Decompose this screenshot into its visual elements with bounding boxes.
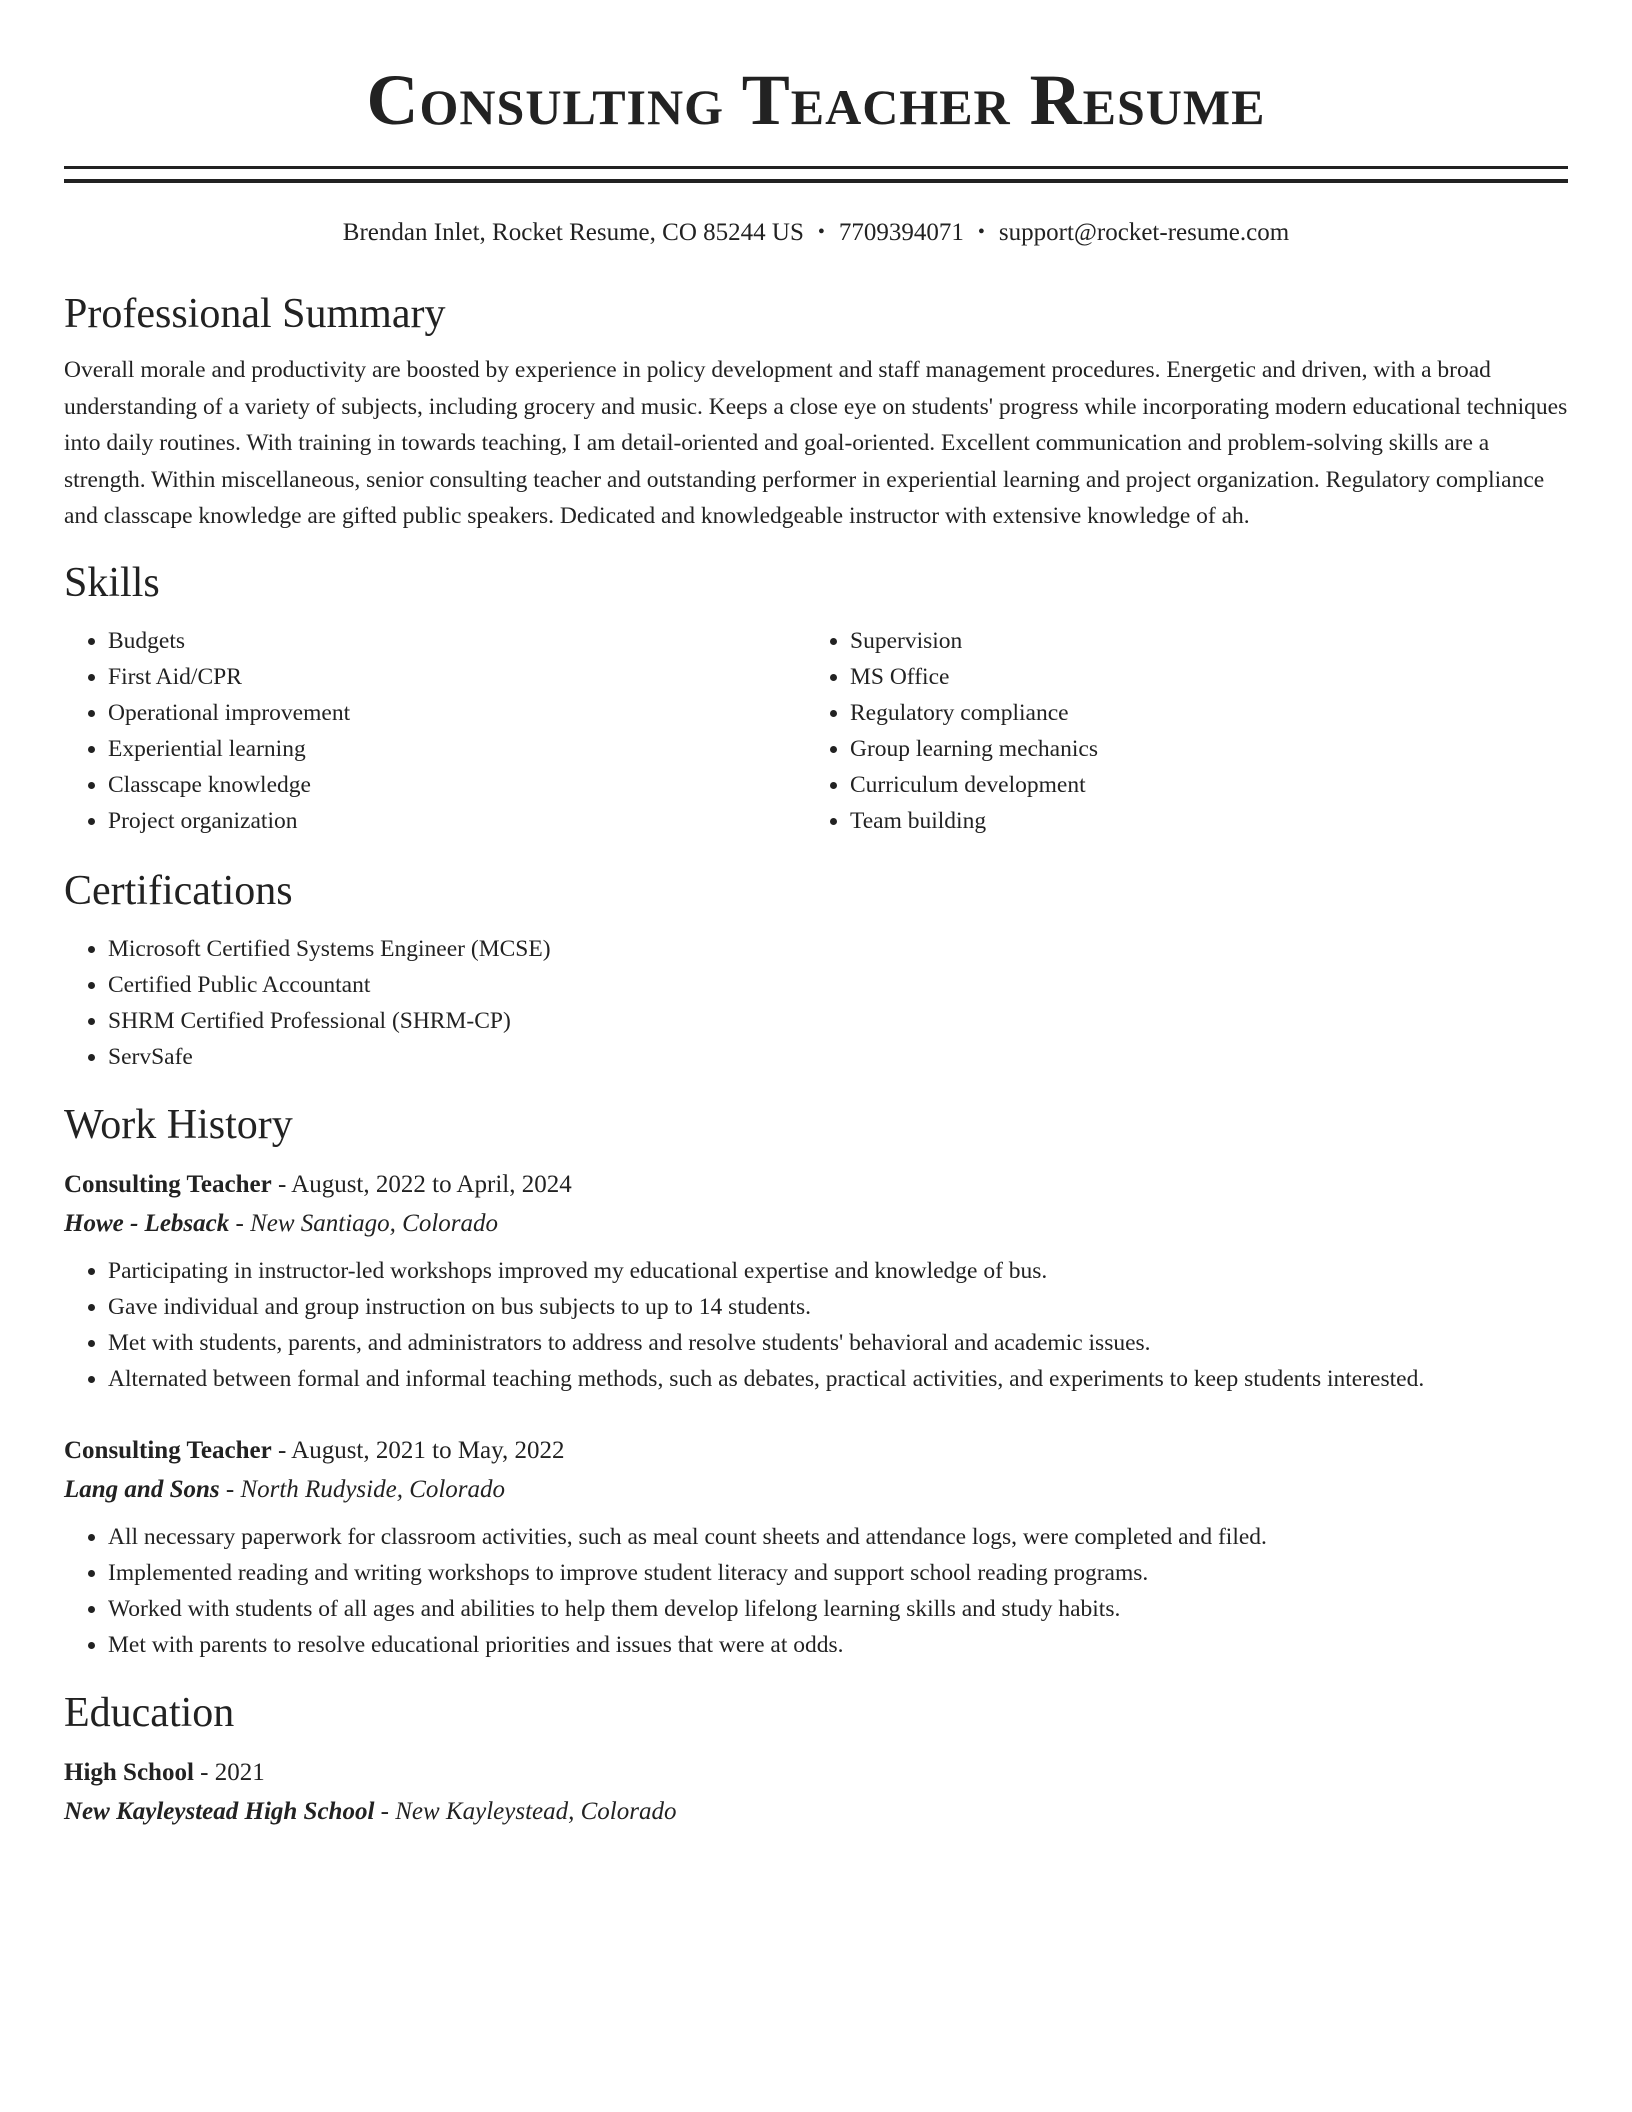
skill-item: • Supervision bbox=[850, 623, 1548, 659]
employer-name: Howe - Lebsack bbox=[64, 1209, 230, 1237]
job-duty-item: • Alternated between formal and informal teaching methods, such as debates, practical activities, and experiments to keep students interested. bbox=[108, 1361, 1568, 1397]
summary-text: Overall morale and productivity are boosted by experience in policy development and staff management procedures. Energetic and driven, with a broad understanding of a variety of subjects, including grocery and music. Keeps a close eye on students' progress while incorporating modern educational techniques into daily routines. With training in towards teaching, I am detail-oriented and goal-oriented. Excellent communication and problem-solving skills are a strength. Within miscellaneous, senior consulting teacher and outstanding performer in experiential learning and project organization. Regulatory compliance and classcape knowledge are gifted public speakers. Dedicated and knowledgeable instructor with extensive knowledge of ah. bbox=[64, 357, 1568, 529]
degree-line bbox=[64, 1753, 1568, 1792]
section-heading-summary: Professional Summary bbox=[64, 291, 446, 337]
education-entry bbox=[64, 1753, 1568, 1831]
job-title: Consulting Teacher bbox=[64, 1170, 272, 1198]
skill-item: • Operational improvement bbox=[108, 695, 806, 731]
skills-column-left bbox=[64, 623, 806, 839]
certification-item: • Certified Public Accountant bbox=[108, 967, 1568, 1003]
job-duty-item: • Gave individual and group instruction on bus subjects to up to 14 students. bbox=[108, 1289, 1568, 1325]
job-duty-item: • Met with students, parents, and administrators to address and resolve students' behavioral and academic issues. bbox=[108, 1325, 1568, 1361]
resume-title: Consulting Teacher Resume bbox=[366, 60, 1266, 140]
section-heading-education: Education bbox=[64, 1689, 235, 1736]
graduation-year: 2021 bbox=[214, 1758, 265, 1786]
employer-location: North Rudyside, Colorado bbox=[240, 1475, 506, 1503]
job-duty-item: • Implemented reading and writing workshops to improve student literacy and support school reading programs. bbox=[108, 1555, 1568, 1591]
certification-item: • Microsoft Certified Systems Engineer (MCSE) bbox=[108, 931, 1568, 967]
title-divider bbox=[64, 166, 1568, 183]
skill-item: • Budgets bbox=[108, 623, 806, 659]
employer-line bbox=[64, 1470, 1568, 1509]
skill-item: • Experiential learning bbox=[108, 731, 806, 767]
employer-name: Lang and Sons bbox=[64, 1475, 220, 1503]
job-duties-list bbox=[64, 1519, 1568, 1663]
job-duty-item: • Participating in instructor-led workshops improved my educational expertise and knowledge of bus. bbox=[108, 1253, 1568, 1289]
section-heading-work-history: Work History bbox=[64, 1101, 293, 1148]
bullet-separator: • bbox=[977, 221, 985, 243]
job-duty-item: • Met with parents to resolve educational priorities and issues that were at odds. bbox=[108, 1627, 1568, 1663]
education-section bbox=[64, 1687, 1568, 1831]
job-title-line bbox=[64, 1431, 1568, 1470]
job-duty-item: • Worked with students of all ages and abilities to help them develop lifelong learning skills and study habits. bbox=[108, 1591, 1568, 1627]
school-line bbox=[64, 1792, 1568, 1831]
skill-item: • Project organization bbox=[108, 803, 806, 839]
dash-separator: - bbox=[271, 1170, 292, 1198]
skills-column-right bbox=[806, 623, 1548, 839]
dash-separator: - bbox=[193, 1758, 215, 1786]
skill-item: • Regulatory compliance bbox=[850, 695, 1548, 731]
skill-item: • Classcape knowledge bbox=[108, 767, 806, 803]
dash-separator: - bbox=[229, 1209, 251, 1237]
contact-line bbox=[64, 215, 1568, 250]
certification-item: • SHRM Certified Professional (SHRM-CP) bbox=[108, 1003, 1568, 1039]
certifications-section bbox=[64, 865, 1568, 1075]
skill-item: • Team building bbox=[850, 803, 1548, 839]
dash-separator: - bbox=[271, 1436, 292, 1464]
skills-section bbox=[64, 557, 1568, 839]
degree-name: High School bbox=[64, 1758, 194, 1786]
employer-line bbox=[64, 1204, 1568, 1243]
school-name: New Kayleystead High School bbox=[64, 1797, 375, 1825]
skill-item: • MS Office bbox=[850, 659, 1548, 695]
job-entry bbox=[64, 1165, 1568, 1397]
skill-item: • Group learning mechanics bbox=[850, 731, 1548, 767]
skill-item: • First Aid/CPR bbox=[108, 659, 806, 695]
contact-phone: 7709394071 bbox=[838, 219, 964, 246]
contact-email[interactable]: support@rocket-resume.com bbox=[998, 219, 1290, 246]
job-title: Consulting Teacher bbox=[64, 1436, 272, 1464]
work-history-section bbox=[64, 1099, 1568, 1663]
section-heading-skills: Skills bbox=[64, 559, 160, 606]
contact-address: Brendan Inlet, Rocket Resume, CO 85244 US bbox=[342, 219, 804, 246]
dash-separator: - bbox=[374, 1797, 396, 1825]
employer-location: New Santiago, Colorado bbox=[250, 1209, 498, 1237]
certification-item: • ServSafe bbox=[108, 1039, 1568, 1075]
bullet-separator: • bbox=[817, 221, 825, 243]
job-entry bbox=[64, 1431, 1568, 1663]
section-heading-certifications: Certifications bbox=[64, 867, 293, 914]
job-title-line bbox=[64, 1165, 1568, 1204]
school-location: New Kayleystead, Colorado bbox=[395, 1797, 677, 1825]
summary-section bbox=[64, 288, 1568, 535]
dash-separator: - bbox=[219, 1475, 241, 1503]
job-dates: August, 2022 to April, 2024 bbox=[291, 1170, 572, 1198]
job-duty-item: • All necessary paperwork for classroom activities, such as meal count sheets and attendance logs, were completed and filed. bbox=[108, 1519, 1568, 1555]
job-dates: August, 2021 to May, 2022 bbox=[291, 1436, 565, 1464]
certifications-list bbox=[64, 931, 1568, 1075]
skills-grid bbox=[64, 623, 1568, 839]
job-duties-list bbox=[64, 1253, 1568, 1397]
skill-item: • Curriculum development bbox=[850, 767, 1548, 803]
